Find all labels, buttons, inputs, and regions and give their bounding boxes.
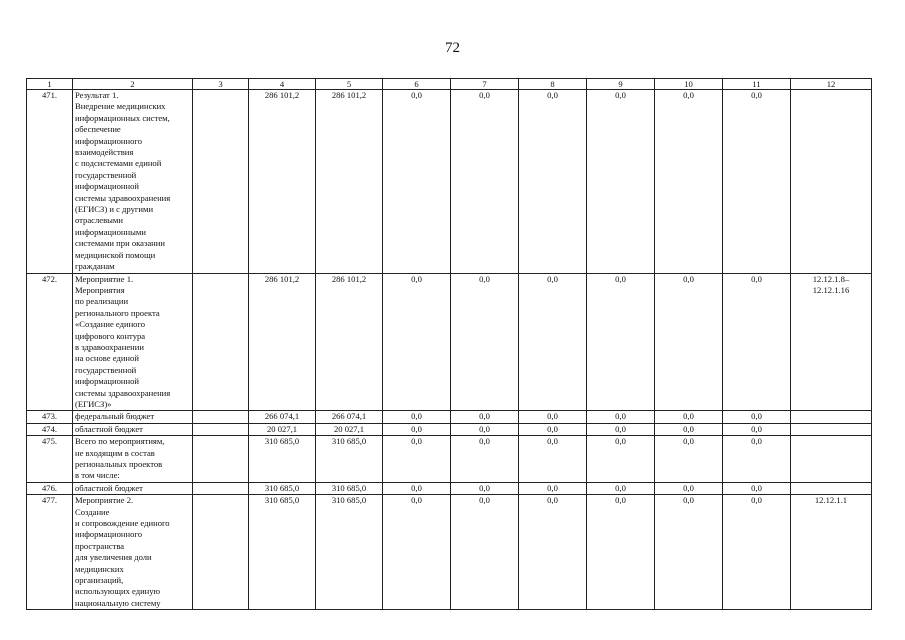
description-line: национальную систему	[75, 597, 161, 608]
amount-cell: 0,0	[519, 423, 587, 435]
description-line: Мероприятие 2.	[75, 495, 134, 506]
amount-cell: 0,0	[587, 90, 655, 274]
description-line: не входящим в состав	[75, 447, 155, 458]
amount-cell: 0,0	[587, 273, 655, 411]
description-line: и сопровождение единого	[75, 518, 170, 529]
row-number: 474.	[27, 423, 73, 435]
indicator-code-line: 12.12.1.8–	[812, 273, 850, 284]
amount-cell: 286 101,2	[249, 273, 316, 411]
table-row	[27, 436, 872, 483]
amount-cell: 310 685,0	[316, 495, 383, 610]
description-line: на основе единой	[75, 353, 139, 364]
table-row	[27, 495, 872, 610]
row-description	[73, 423, 193, 435]
amount-cell: 0,0	[587, 495, 655, 610]
description-line: государственной	[75, 364, 137, 375]
amount-cell: 20 027,1	[316, 423, 383, 435]
amount-cell: 310 685,0	[249, 436, 316, 483]
indicator-code-cell	[791, 90, 872, 274]
description-line: областной бюджет	[75, 423, 143, 434]
amount-cell: 286 101,2	[316, 90, 383, 274]
amount-cell: 0,0	[451, 495, 519, 610]
table-row	[27, 411, 872, 423]
amount-cell: 310 685,0	[316, 482, 383, 494]
description-line: цифрового контура	[75, 330, 146, 341]
indicator-code-cell	[791, 436, 872, 483]
description-line: информационного	[75, 135, 143, 146]
column-header: 7	[451, 79, 519, 90]
column-3-cell	[193, 90, 249, 274]
description-line: в здравоохранении	[75, 341, 144, 352]
table-row	[27, 423, 872, 435]
description-line: Результат 1.	[75, 90, 119, 100]
row-number: 472.	[27, 273, 73, 411]
description-line: использующих единую	[75, 586, 160, 597]
column-3-cell	[193, 411, 249, 423]
description-line: Внедрение медицинских	[75, 101, 166, 112]
amount-cell: 0,0	[383, 482, 451, 494]
budget-table	[26, 78, 872, 610]
amount-cell: 0,0	[655, 495, 723, 610]
column-3-cell	[193, 273, 249, 411]
description-line: региональных проектов	[75, 459, 163, 469]
description-line: системы здравоохранения	[75, 387, 171, 398]
description-line: гражданам	[75, 261, 115, 272]
column-header: 8	[519, 79, 587, 90]
amount-cell: 0,0	[519, 482, 587, 494]
description-line: в том числе:	[75, 470, 120, 481]
row-description	[73, 273, 193, 411]
amount-cell: 0,0	[655, 423, 723, 435]
amount-cell: 0,0	[587, 423, 655, 435]
row-number: 475.	[27, 436, 73, 483]
amount-cell: 0,0	[383, 495, 451, 610]
column-3-cell	[193, 423, 249, 435]
description-line: (ЕГИСЗ)»	[75, 398, 112, 409]
description-line: отраслевыми	[75, 215, 123, 226]
amount-cell: 0,0	[587, 411, 655, 423]
amount-cell: 0,0	[451, 273, 519, 411]
description-line: обеспечение	[75, 124, 121, 135]
description-line: системы здравоохранения	[75, 192, 171, 203]
description-line: федеральный бюджет	[75, 411, 155, 422]
amount-cell: 0,0	[383, 411, 451, 423]
amount-cell: 0,0	[723, 90, 791, 274]
amount-cell: 0,0	[655, 482, 723, 494]
amount-cell: 0,0	[587, 436, 655, 483]
description-line: системами при оказании	[75, 238, 165, 249]
amount-cell: 0,0	[519, 90, 587, 274]
amount-cell: 0,0	[723, 423, 791, 435]
amount-cell: 0,0	[451, 423, 519, 435]
amount-cell: 0,0	[383, 90, 451, 274]
amount-cell: 0,0	[655, 273, 723, 411]
amount-cell: 266 074,1	[316, 411, 383, 423]
description-line: взаимодействия	[75, 147, 134, 158]
description-line: информационного	[75, 529, 143, 540]
description-line: информационными	[75, 226, 146, 237]
description-line: регионального проекта	[75, 307, 160, 318]
row-description	[73, 436, 193, 483]
amount-cell: 0,0	[451, 90, 519, 274]
amount-cell: 0,0	[519, 495, 587, 610]
indicator-code-cell	[791, 411, 872, 423]
amount-cell: 0,0	[383, 423, 451, 435]
description-line: Мероприятия	[75, 284, 125, 295]
description-line: для увеличения доли	[75, 552, 152, 563]
amount-cell: 286 101,2	[249, 90, 316, 274]
indicator-code-cell	[791, 273, 872, 411]
column-header: 2	[73, 79, 193, 90]
row-number: 476.	[27, 482, 73, 494]
table-row	[27, 273, 872, 411]
column-3-cell	[193, 436, 249, 483]
amount-cell: 310 685,0	[249, 482, 316, 494]
indicator-code-line: 12.12.1.1	[814, 495, 848, 506]
amount-cell: 310 685,0	[249, 495, 316, 610]
row-description	[73, 411, 193, 423]
amount-cell: 0,0	[451, 411, 519, 423]
description-line: информационной	[75, 376, 140, 387]
column-header: 10	[655, 79, 723, 90]
description-line: (ЕГИСЗ) и с другими	[75, 204, 154, 215]
table-row	[27, 482, 872, 494]
column-3-cell	[193, 495, 249, 610]
amount-cell: 0,0	[723, 273, 791, 411]
column-header: 3	[193, 79, 249, 90]
amount-cell: 266 074,1	[249, 411, 316, 423]
column-header: 11	[723, 79, 791, 90]
amount-cell: 0,0	[655, 90, 723, 274]
row-number: 471.	[27, 90, 73, 274]
column-number-header-row	[27, 79, 872, 90]
column-header: 9	[587, 79, 655, 90]
row-number: 473.	[27, 411, 73, 423]
amount-cell: 0,0	[383, 273, 451, 411]
column-header: 6	[383, 79, 451, 90]
row-number: 477.	[27, 495, 73, 610]
column-3-cell	[193, 482, 249, 494]
amount-cell: 0,0	[451, 482, 519, 494]
row-description	[73, 495, 193, 610]
page-number: 72	[445, 40, 460, 56]
amount-cell: 0,0	[723, 495, 791, 610]
indicator-code-cell	[791, 482, 872, 494]
description-line: организаций,	[75, 575, 124, 586]
description-line: Мероприятие 1.	[75, 273, 134, 284]
row-description	[73, 482, 193, 494]
amount-cell: 0,0	[587, 482, 655, 494]
table-row	[27, 90, 872, 274]
amount-cell: 0,0	[723, 411, 791, 423]
description-line: с подсистемами единой	[75, 158, 162, 169]
amount-cell: 286 101,2	[316, 273, 383, 411]
amount-cell: 0,0	[519, 411, 587, 423]
amount-cell: 20 027,1	[249, 423, 316, 435]
amount-cell: 0,0	[723, 436, 791, 483]
amount-cell: 0,0	[451, 436, 519, 483]
description-line: областной бюджет	[75, 482, 143, 493]
row-description	[73, 90, 193, 274]
amount-cell: 0,0	[655, 411, 723, 423]
description-line: по реализации	[75, 296, 129, 307]
column-header: 12	[791, 79, 872, 90]
description-line: информационной	[75, 181, 140, 192]
description-line: пространства	[75, 540, 125, 551]
amount-cell: 0,0	[519, 436, 587, 483]
description-line: государственной	[75, 169, 137, 180]
description-line: Создание	[75, 506, 110, 517]
column-header: 1	[27, 79, 73, 90]
indicator-code-cell	[791, 495, 872, 610]
column-header: 5	[316, 79, 383, 90]
amount-cell: 310 685,0	[316, 436, 383, 483]
description-line: медицинских	[75, 563, 124, 574]
table-body	[27, 90, 872, 610]
description-line: медицинской помощи	[75, 249, 156, 260]
indicator-code-line: 12.12.1.16	[812, 284, 850, 295]
description-line: информационных систем,	[75, 112, 170, 123]
indicator-code-cell	[791, 423, 872, 435]
amount-cell: 0,0	[655, 436, 723, 483]
amount-cell: 0,0	[723, 482, 791, 494]
amount-cell: 0,0	[519, 273, 587, 411]
column-header: 4	[249, 79, 316, 90]
amount-cell: 0,0	[383, 436, 451, 483]
description-line: «Создание единого	[75, 319, 146, 330]
description-line: Всего по мероприятиям,	[75, 436, 165, 447]
